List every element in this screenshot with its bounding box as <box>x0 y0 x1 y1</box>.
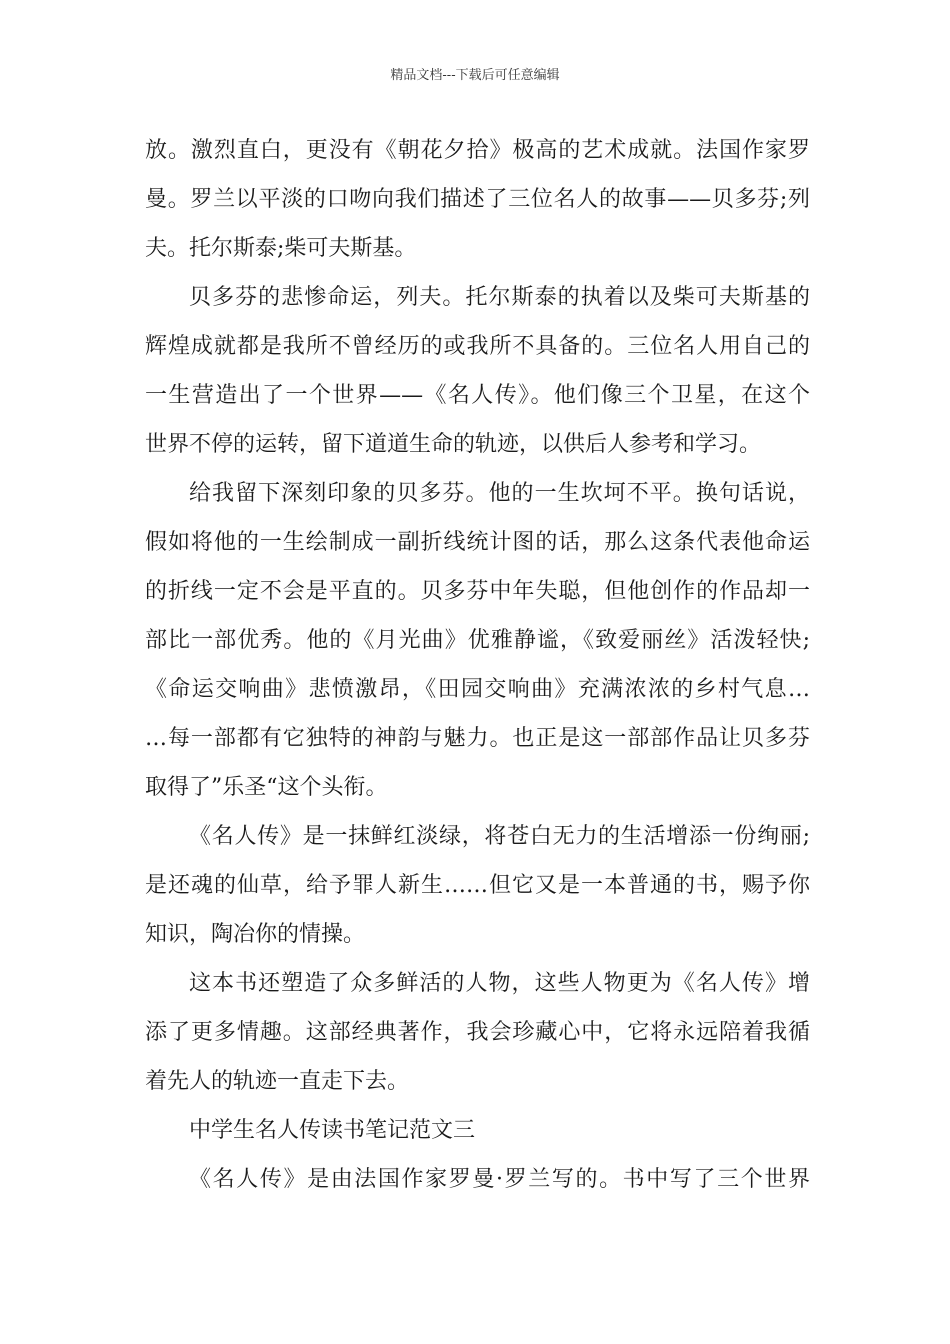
text-line: 曼。罗兰以平淡的口吻向我们描述了三位名人的故事——贝多芬;列 <box>145 187 810 212</box>
text-line: 《命运交响曲》悲愤激昂，《田园交响曲》充满浓浓的乡村气息… <box>145 677 810 702</box>
text-line: …每一部都有它独特的神韵与魅力。也正是这一部部作品让贝多芬 <box>145 726 810 751</box>
text-line: 知识，陶冶你的情操。 <box>145 922 366 947</box>
text-line: 是还魂的仙草，给予罪人新生……但它又是一本普通的书，赐予你 <box>145 873 810 898</box>
text-line: 的折线一定不会是平直的。贝多芬中年失聪，但他创作的作品却一 <box>145 579 810 604</box>
text-line: 一生营造出了一个世界——《名人传》。他们像三个卫星，在这个 <box>145 383 810 408</box>
text-line: 放。激烈直白，更没有《朝花夕拾》极高的艺术成就。法国作家罗 <box>145 138 810 163</box>
text-line: 给我留下深刻印象的贝多芬。他的一生坎坷不平。换句话说， <box>189 481 810 506</box>
text-line: 贝多芬的悲惨命运，列夫。托尔斯泰的执着以及柴可夫斯基的 <box>189 285 810 310</box>
text-line: 夫。托尔斯泰;柴可夫斯基。 <box>145 236 417 261</box>
text-line: 这本书还塑造了众多鲜活的人物，这些人物更为《名人传》增 <box>189 971 810 996</box>
text-line: 着先人的轨迹一直走下去。 <box>145 1069 410 1094</box>
page-header: 精品文档---下载后可任意编辑 <box>390 68 560 83</box>
text-line: 《名人传》是一抹鲜红淡绿，将苍白无力的生活增添一份绚丽; <box>189 824 810 849</box>
text-line: 辉煌成就都是我所不曾经历的或我所不具备的。三位名人用自己的 <box>145 334 810 359</box>
text-line: 假如将他的一生绘制成一副折线统计图的话，那么这条代表他命运 <box>145 530 810 555</box>
text-line: 《名人传》是由法国作家罗曼·罗兰写的。书中写了三个世界 <box>189 1167 810 1192</box>
text-line: 添了更多情趣。这部经典著作，我会珍藏心中，它将永远陪着我循 <box>145 1020 810 1045</box>
text-line: 中学生名人传读书笔记范文三 <box>189 1118 476 1143</box>
document-body <box>145 126 810 1204</box>
text-line: 取得了”乐圣“这个头衔。 <box>145 775 388 800</box>
text-line: 部比一部优秀。他的《月光曲》优雅静谧，《致爱丽丝》活泼轻快; <box>145 628 810 653</box>
text-line: 世界不停的运转，留下道道生命的轨迹，以供后人参考和学习。 <box>145 432 762 457</box>
